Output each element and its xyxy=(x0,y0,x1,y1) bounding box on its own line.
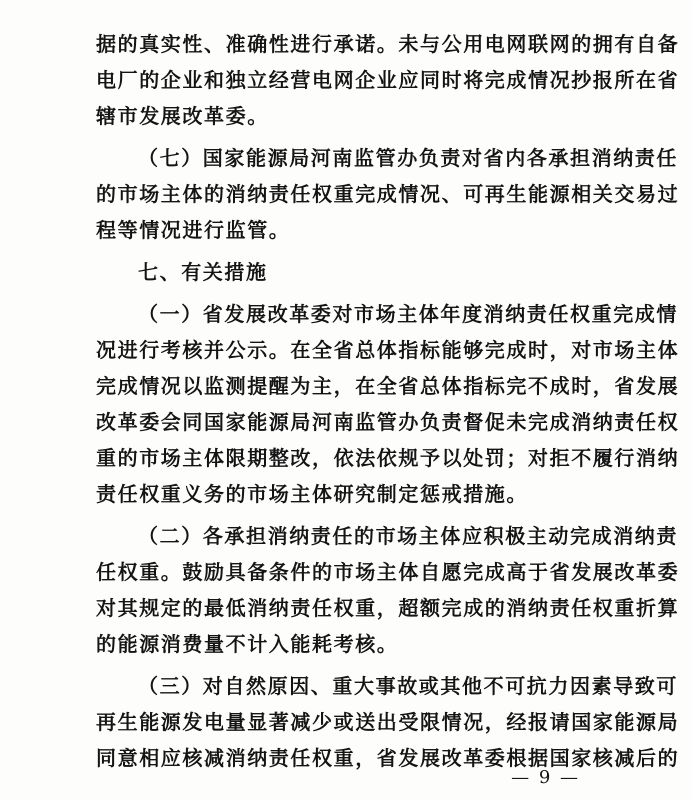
text-line: 再生能源发电量显著减少或送出受限情况，经报请国家能源局 xyxy=(96,710,680,734)
text-line: 辖市发展改革委。 xyxy=(96,104,269,128)
text-line: 责任权重义务的市场主体研究制定惩戒措施。 xyxy=(96,482,528,506)
document-body xyxy=(96,26,680,776)
paragraph-continuation xyxy=(96,26,680,134)
paragraph-measure-3 xyxy=(96,668,680,776)
text-line: 程等情况进行监管。 xyxy=(96,218,291,242)
paragraph-item-7 xyxy=(96,140,680,248)
text-line: 同意相应核减消纳责任权重，省发展改革委根据国家核减后的 xyxy=(96,746,680,770)
paragraph-measure-1 xyxy=(96,296,680,512)
text-line: （二）各承担消纳责任的市场主体应积极主动完成消纳责 xyxy=(138,524,678,548)
page-number: — 9 — xyxy=(511,767,580,788)
text-line: 对其规定的最低消纳责任权重，超额完成的消纳责任权重折算 xyxy=(96,596,680,620)
text-line: 重的市场主体限期整改，依法依规予以处罚；对拒不履行消纳 xyxy=(96,446,680,470)
text-line: 况进行考核并公示。在全省总体指标能够完成时，对市场主体 xyxy=(96,338,680,362)
text-line: 的能源消费量不计入能耗考核。 xyxy=(96,632,399,656)
text-line: （一）省发展改革委对市场主体年度消纳责任权重完成情 xyxy=(138,302,678,326)
text-line: （三）对自然原因、重大事故或其他不可抗力因素导致可 xyxy=(138,674,678,698)
paragraph-measure-2 xyxy=(96,518,680,662)
text-line: 完成情况以监测提醒为主，在全省总体指标完不成时，省发展 xyxy=(96,374,680,398)
text-line: 改革委会同国家能源局河南监管办负责督促未完成消纳责任权 xyxy=(96,410,680,434)
text-line: 的市场主体的消纳责任权重完成情况、可再生能源相关交易过 xyxy=(96,182,680,206)
text-line: （七）国家能源局河南监管办负责对省内各承担消纳责任 xyxy=(138,146,678,170)
section-heading: 七、有关措施 xyxy=(138,260,268,284)
text-line: 任权重。鼓励具备条件的市场主体自愿完成高于省发展改革委 xyxy=(96,560,680,584)
text-line: 电厂的企业和独立经营电网企业应同时将完成情况抄报所在省 xyxy=(96,68,680,92)
text-line: 据的真实性、准确性进行承诺。未与公用电网联网的拥有自备 xyxy=(96,32,680,56)
